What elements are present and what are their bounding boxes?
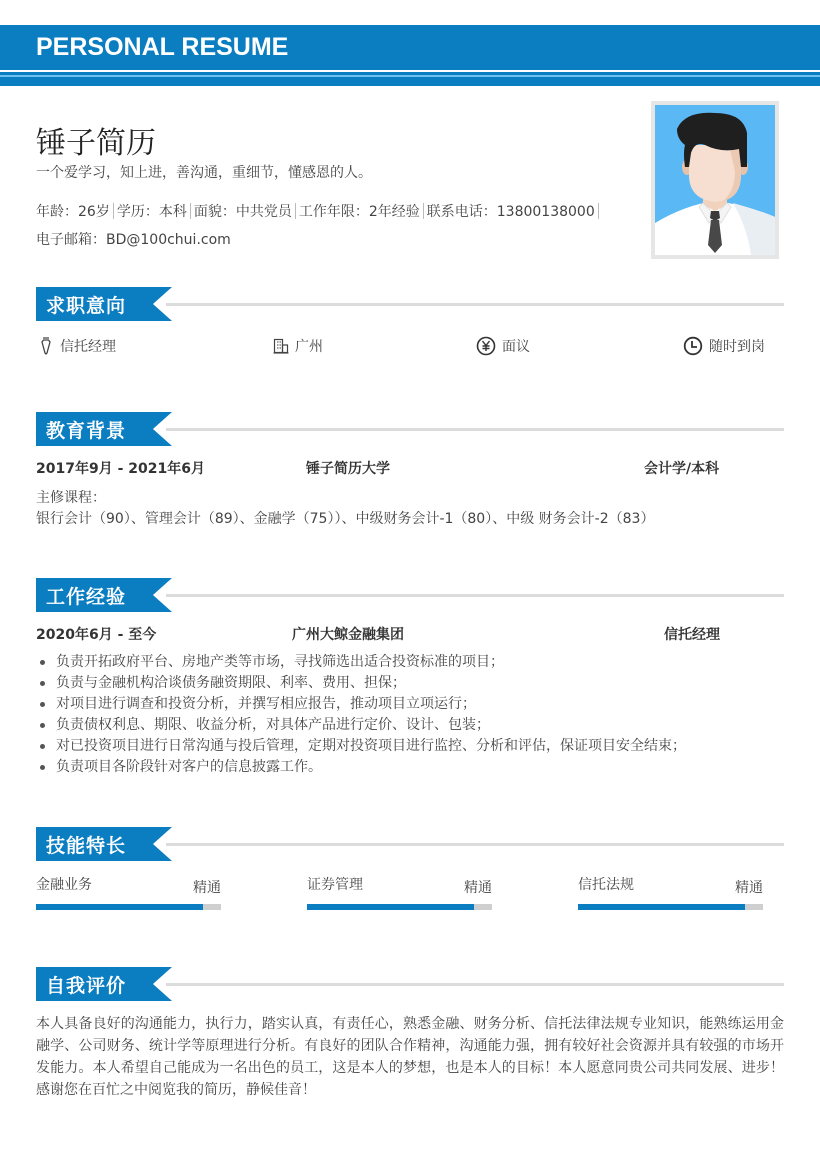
info-label: 学历： [116, 204, 159, 220]
list-item: 对项目进行调查和投资分析，并撰写相应报告，推动项目立项运行； [36, 694, 776, 715]
skill-item [578, 874, 763, 914]
info-value: 2年经验 [368, 204, 420, 220]
skill-item [307, 874, 492, 914]
section-header-work [36, 578, 784, 612]
header-band [0, 25, 820, 70]
avatar [655, 105, 775, 255]
basic-info-line [36, 201, 602, 221]
candidate-name: 锤子简历 [36, 126, 156, 161]
skill-bar-fill [36, 904, 203, 910]
intent-salary-text: 面议 [502, 339, 530, 355]
list-item: 负责项目各阶段针对客户的信息披露工作。 [36, 757, 776, 778]
resume-title: PERSONAL RESUME [36, 33, 289, 61]
list-item: 负责债权利息、期限、收益分析，对具体产品进行定价、设计、包装； [36, 715, 776, 736]
info-phone [427, 204, 595, 220]
skill-bar [578, 904, 763, 910]
section-header-education [36, 412, 784, 446]
info-work-years [299, 204, 420, 220]
info-value: 26岁 [78, 204, 110, 220]
section-header-self-eval [36, 967, 784, 1001]
list-item: 负责与金融机构洽谈债务融资期限、利率、费用、担保； [36, 673, 776, 694]
intent-city [273, 336, 323, 356]
section-header-intent [36, 287, 784, 321]
skill-name: 信托法规 [578, 877, 634, 893]
section-divider [166, 843, 784, 846]
skill-bar-fill [578, 904, 745, 910]
info-value: 本科 [158, 204, 187, 220]
self-evaluation-text: 本人具备良好的沟通能力，执行力，踏实认真，有责任心，熟悉金融、财务分析、信托法律法规专业知识，能熟练运用金融学、公司财务、统计学等原理进行分析。有良好的团队合作精神，沟通能力强，拥有较好社会资源并具有较强的市场开发能力。本人希望自己能成为一名出色的员工，这是本人的梦想，也是本人的目标！本人愿意同贵公司共同发展、进步！感谢您在百忙之中阅览我的简历，静候佳音！ [36, 1016, 784, 1098]
intent-position [38, 336, 116, 356]
section-title: 工作经验 [46, 586, 127, 608]
info-separator [295, 203, 296, 219]
intent-position-text: 信托经理 [60, 339, 116, 355]
section-divider [166, 983, 784, 986]
skill-item [36, 874, 221, 914]
intent-city-text: 广州 [295, 339, 323, 355]
building-icon [273, 338, 289, 354]
info-label: 面貌： [193, 204, 236, 220]
skill-level: 精通 [193, 880, 221, 896]
info-separator [190, 203, 191, 219]
courses-list: 银行会计（90）、管理会计（89）、金融学（75））、中级财务会计-1（80）、中级 财务会计-2（83） [36, 511, 655, 527]
info-education [117, 204, 187, 220]
intent-salary [476, 336, 530, 356]
section-title: 技能特长 [46, 835, 127, 857]
work-period: 2020年6月 - 至今 [36, 627, 157, 643]
info-separator [113, 203, 114, 219]
education-school: 锤子简历大学 [306, 461, 390, 477]
tie-icon [38, 337, 54, 355]
info-separator [423, 203, 424, 219]
list-item: 负责开拓政府平台、房地产类等市场，寻找筛选出适合投资标准的项目； [36, 652, 776, 673]
section-divider [166, 303, 784, 306]
education-period: 2017年9月 - 2021年6月 [36, 461, 205, 477]
section-divider [166, 594, 784, 597]
intent-availability [683, 336, 765, 356]
info-label: 工作年限： [298, 204, 369, 220]
info-label: 年龄： [36, 204, 78, 220]
yen-icon [476, 336, 496, 356]
skill-bar-fill [307, 904, 474, 910]
skill-level: 精通 [464, 880, 492, 896]
education-major: 会计学/本科 [644, 461, 720, 477]
person-avatar-icon [655, 105, 775, 255]
profile-photo [651, 101, 779, 259]
candidate-motto: 一个爱学习，知上进，善沟通，重细节，懂感恩的人。 [36, 165, 372, 181]
work-company: 广州大鲸金融集团 [292, 627, 404, 643]
skill-bar [36, 904, 221, 910]
work-position: 信托经理 [664, 627, 720, 643]
section-divider [166, 428, 784, 431]
email-line [36, 229, 231, 249]
info-political-status [194, 204, 292, 220]
skill-name: 证券管理 [307, 877, 363, 893]
info-age [36, 204, 110, 220]
header-stripe [0, 77, 820, 86]
email-label: 电子邮箱： [36, 232, 106, 248]
list-item: 对已投资项目进行日常沟通与投后管理，定期对投资项目进行监控、分析和评估，保证项目安全结束； [36, 736, 776, 757]
section-header-skills [36, 827, 784, 861]
skill-name: 金融业务 [36, 877, 92, 893]
section-title: 教育背景 [46, 420, 127, 442]
section-title: 自我评价 [46, 975, 127, 997]
work-duties-list [36, 652, 776, 778]
info-separator [598, 203, 599, 219]
info-label: 联系电话： [426, 204, 497, 220]
section-title: 求职意向 [46, 295, 127, 317]
email-value: BD@100chui.com [106, 232, 231, 248]
clock-icon [683, 336, 703, 356]
info-value: 13800138000 [496, 204, 595, 220]
info-value: 中共党员 [235, 204, 292, 220]
intent-availability-text: 随时到岗 [709, 339, 765, 355]
skill-level: 精通 [735, 880, 763, 896]
courses-label: 主修课程： [36, 490, 106, 506]
skill-bar [307, 904, 492, 910]
